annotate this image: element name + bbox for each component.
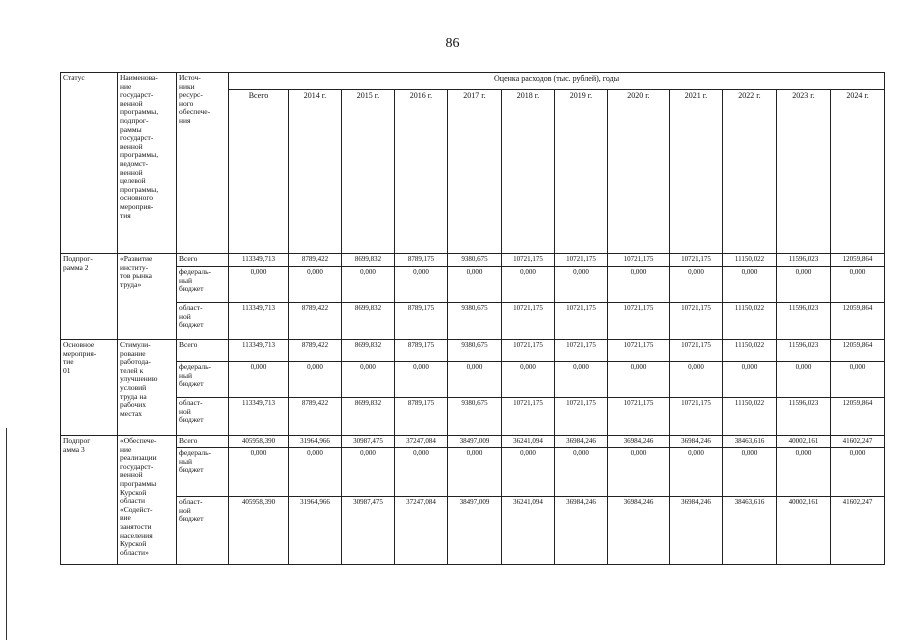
value-cell: 0,000: [229, 267, 289, 303]
header-col-3: 2016 г.: [395, 90, 448, 254]
value-cell: 113349,713: [229, 254, 289, 267]
value-cell: 0,000: [448, 362, 502, 398]
value-cell: 405958,390: [229, 497, 289, 565]
value-cell: 10721,175: [555, 398, 608, 436]
value-cell: 8789,175: [395, 303, 448, 340]
header-col-10: 2023 г.: [777, 90, 831, 254]
value-cell: 11596,023: [777, 340, 831, 362]
value-cell: 0,000: [289, 448, 342, 497]
row-source: федераль- ный бюджет: [177, 362, 229, 398]
value-cell: 41602,247: [831, 497, 885, 565]
value-cell: 8789,422: [289, 303, 342, 340]
value-cell: 113349,713: [229, 398, 289, 436]
header-col-2: 2015 г.: [342, 90, 395, 254]
value-cell: 0,000: [502, 267, 555, 303]
value-cell: 0,000: [448, 267, 502, 303]
value-cell: 11150,022: [723, 398, 777, 436]
value-cell: 8789,422: [289, 254, 342, 267]
value-cell: 10721,175: [670, 340, 723, 362]
value-cell: 0,000: [723, 267, 777, 303]
value-cell: 0,000: [831, 362, 885, 398]
value-cell: 0,000: [395, 267, 448, 303]
value-cell: 0,000: [670, 267, 723, 303]
value-cell: 0,000: [395, 448, 448, 497]
table-row: [61, 267, 885, 303]
value-cell: 36984,246: [608, 436, 670, 448]
value-cell: 38463,616: [723, 436, 777, 448]
value-cell: 10721,175: [555, 303, 608, 340]
value-cell: 0,000: [395, 362, 448, 398]
row-status: Подпрог- рамма 2: [61, 254, 118, 340]
header-source: Источ- ники ресурс- ного обеспече- ния: [177, 73, 229, 254]
value-cell: 11596,023: [777, 254, 831, 267]
value-cell: 10721,175: [608, 398, 670, 436]
row-source: област- ной бюджет: [177, 303, 229, 340]
table-row: [61, 340, 885, 362]
value-cell: 31964,966: [289, 497, 342, 565]
value-cell: 0,000: [448, 448, 502, 497]
value-cell: 0,000: [289, 362, 342, 398]
table-row: [61, 362, 885, 398]
row-source: Всего: [177, 340, 229, 362]
value-cell: 8789,422: [289, 340, 342, 362]
value-cell: 41602,247: [831, 436, 885, 448]
row-source: федераль- ный бюджет: [177, 448, 229, 497]
row-source: Всего: [177, 436, 229, 448]
value-cell: 0,000: [723, 448, 777, 497]
margin-rule: [6, 428, 7, 640]
row-program-name: «Обеспече- ние реализации государст- венной программы Курской области «Содейст- вие занятости населения Курской области»: [118, 436, 177, 565]
value-cell: 0,000: [777, 362, 831, 398]
header-col-6: 2019 г.: [555, 90, 608, 254]
value-cell: 11596,023: [777, 398, 831, 436]
header-name: Наименова- ние государст- венной программы, подпрог- раммы государст- венной программы, ведомст- венной целевой программы, основного мероприя- тия: [118, 73, 177, 254]
value-cell: 36984,246: [670, 497, 723, 565]
row-status: Подпрог амма 3: [61, 436, 118, 565]
value-cell: 10721,175: [502, 303, 555, 340]
value-cell: 113349,713: [229, 340, 289, 362]
value-cell: 10721,175: [555, 340, 608, 362]
value-cell: 11596,023: [777, 303, 831, 340]
header-group-title: Оценка расходов (тыс. рублей), годы: [229, 73, 885, 90]
value-cell: 0,000: [555, 448, 608, 497]
value-cell: 30987,475: [342, 436, 395, 448]
value-cell: 11150,022: [723, 254, 777, 267]
value-cell: 40002,161: [777, 436, 831, 448]
value-cell: 0,000: [502, 362, 555, 398]
value-cell: 10721,175: [502, 254, 555, 267]
value-cell: 0,000: [229, 448, 289, 497]
value-cell: 10721,175: [670, 398, 723, 436]
header-status: Статус: [61, 73, 118, 254]
table-row: [61, 303, 885, 340]
value-cell: 8699,832: [342, 398, 395, 436]
value-cell: 113349,713: [229, 303, 289, 340]
row-status: Основное мероприя- тие 01: [61, 340, 118, 436]
value-cell: 37247,084: [395, 436, 448, 448]
value-cell: 0,000: [723, 362, 777, 398]
value-cell: 36241,094: [502, 497, 555, 565]
value-cell: 9380,675: [448, 254, 502, 267]
value-cell: 10721,175: [502, 340, 555, 362]
value-cell: 10721,175: [555, 254, 608, 267]
value-cell: 10721,175: [608, 303, 670, 340]
value-cell: 36984,246: [555, 436, 608, 448]
value-cell: 11150,022: [723, 340, 777, 362]
value-cell: 0,000: [342, 448, 395, 497]
value-cell: 0,000: [229, 362, 289, 398]
value-cell: 9380,675: [448, 340, 502, 362]
value-cell: 9380,675: [448, 398, 502, 436]
value-cell: 0,000: [670, 448, 723, 497]
value-cell: 38463,616: [723, 497, 777, 565]
value-cell: 0,000: [342, 362, 395, 398]
row-source: федераль- ный бюджет: [177, 267, 229, 303]
row-source: област- ной бюджет: [177, 398, 229, 436]
table-row: [61, 448, 885, 497]
value-cell: 31964,966: [289, 436, 342, 448]
value-cell: 40002,161: [777, 497, 831, 565]
value-cell: 9380,675: [448, 303, 502, 340]
header-col-11: 2024 г.: [831, 90, 885, 254]
value-cell: 0,000: [342, 267, 395, 303]
value-cell: 0,000: [555, 267, 608, 303]
value-cell: 0,000: [502, 448, 555, 497]
page-number: 86: [445, 36, 460, 51]
header-col-7: 2020 г.: [608, 90, 670, 254]
value-cell: 0,000: [289, 267, 342, 303]
value-cell: 10721,175: [502, 398, 555, 436]
value-cell: 10721,175: [670, 254, 723, 267]
value-cell: 0,000: [777, 448, 831, 497]
value-cell: 0,000: [608, 267, 670, 303]
value-cell: 38497,009: [448, 497, 502, 565]
value-cell: 30987,475: [342, 497, 395, 565]
value-cell: 0,000: [831, 267, 885, 303]
value-cell: 36984,246: [555, 497, 608, 565]
value-cell: 8789,175: [395, 398, 448, 436]
value-cell: 36984,246: [670, 436, 723, 448]
value-cell: 0,000: [555, 362, 608, 398]
header-col-4: 2017 г.: [448, 90, 502, 254]
expense-table: [60, 72, 885, 565]
value-cell: 0,000: [608, 448, 670, 497]
table-row: [61, 398, 885, 436]
value-cell: 12059,864: [831, 398, 885, 436]
value-cell: 36984,246: [608, 497, 670, 565]
value-cell: 37247,084: [395, 497, 448, 565]
value-cell: 38497,009: [448, 436, 502, 448]
header-col-0: Всего: [229, 90, 289, 254]
value-cell: 8789,422: [289, 398, 342, 436]
header-col-9: 2022 г.: [723, 90, 777, 254]
value-cell: 36241,094: [502, 436, 555, 448]
value-cell: 0,000: [831, 448, 885, 497]
value-cell: 10721,175: [670, 303, 723, 340]
header-col-8: 2021 г.: [670, 90, 723, 254]
table-row: [61, 436, 885, 448]
value-cell: 10721,175: [608, 340, 670, 362]
value-cell: 0,000: [777, 267, 831, 303]
value-cell: 8789,175: [395, 254, 448, 267]
table-row: [61, 254, 885, 267]
value-cell: 405958,390: [229, 436, 289, 448]
row-source: Всего: [177, 254, 229, 267]
value-cell: 0,000: [608, 362, 670, 398]
header-col-5: 2018 г.: [502, 90, 555, 254]
row-program-name: «Развитие институ- тов рынка труда»: [118, 254, 177, 340]
value-cell: 12059,864: [831, 340, 885, 362]
header-col-1: 2014 г.: [289, 90, 342, 254]
value-cell: 0,000: [670, 362, 723, 398]
value-cell: 8789,175: [395, 340, 448, 362]
row-program-name: Стимули- рование работода- телей к улучшению условий труда на рабочих местах: [118, 340, 177, 436]
value-cell: 8699,832: [342, 303, 395, 340]
value-cell: 11150,022: [723, 303, 777, 340]
table-row: [61, 497, 885, 565]
value-cell: 12059,864: [831, 303, 885, 340]
value-cell: 8699,832: [342, 254, 395, 267]
value-cell: 8699,832: [342, 340, 395, 362]
value-cell: 10721,175: [608, 254, 670, 267]
value-cell: 12059,864: [831, 254, 885, 267]
row-source: област- ной бюджет: [177, 497, 229, 565]
